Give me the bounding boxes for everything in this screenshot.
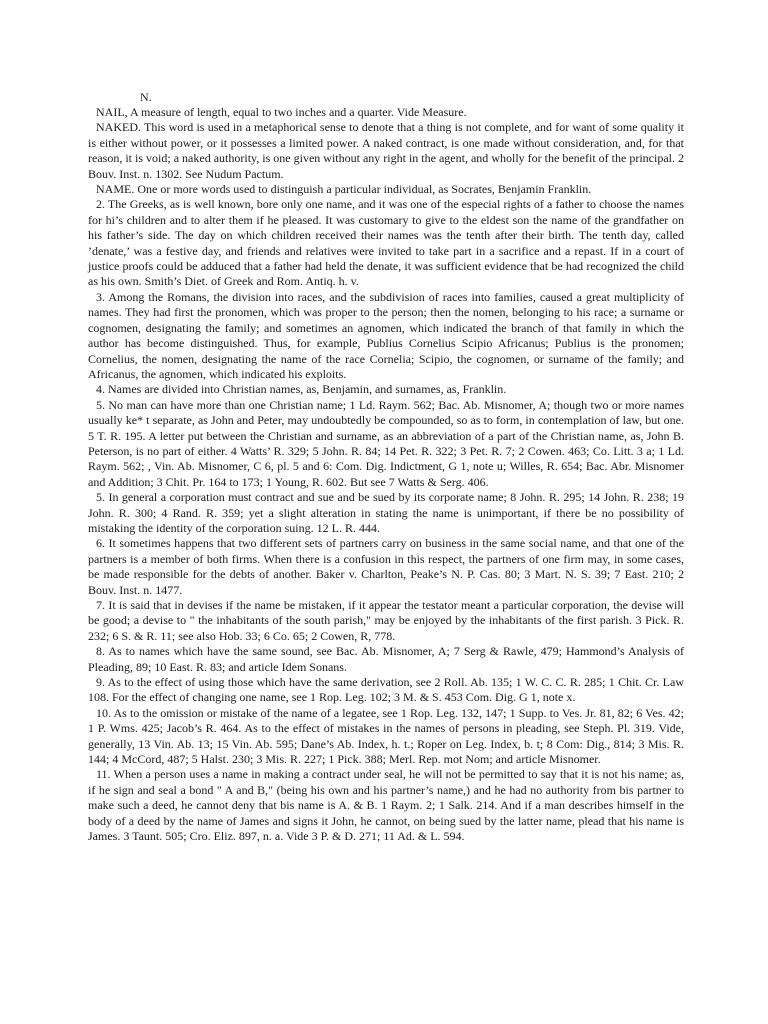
section-letter-heading: N. bbox=[140, 90, 152, 104]
name-paragraph-8: 8. As to names which have the same sound, see Bac. Ab. Misnomer, A; 7 Serg & Rawle, 479; Hammond’s Analysis of Pleading, 89; 10 East. R. 83; and article Idem Sonans. bbox=[88, 644, 684, 674]
name-paragraph-2: 2. The Greeks, as is well known, bore only one name, and it was one of the especial rights of a father to choose the names for hi’s children and to alter them if he pleased. It was customary to give to the eldest son the name of the grandfather on his father’s side. The day on which children received their names was the tenth after their birth. The tenth day, called ’denate,’ was a festive day, and friends and relatives were invited to take part in a sacrifice and a repast. If in a court of justice proofs could be adduced that a father had held the denate, it was sufficient evidence that be had recognized the child as his own. Smith’s Diet. of Greek and Rom. Antiq. h. v. bbox=[88, 197, 684, 289]
name-paragraph-4: 4. Names are divided into Christian names, as, Benjamin, and surnames, as, Franklin. bbox=[96, 382, 507, 397]
entry-naked: NAKED. This word is used in a metaphorical sense to denote that a thing is not complete, and for want of some quality it is either without power, or it possesses a limited power. A naked contract, is one made without consideration, and, for that reason, it is void; a naked authority, is one given without any right in the agent, and wholly for the benefit of the principal. 2 Bouv. Inst. n. 1302. See Nudum Pactum. bbox=[88, 120, 684, 181]
name-paragraph-11: 11. When a person uses a name in making a contract under seal, he will not be permitted to say that it is not his name; as, if he sign and seal a bond " A and B," (being his own and his partner’s name,) and he had no authority from bis partner to make such a deed, he cannot deny that bis name is A. & B. 1 Raym. 2; 1 Salk. 214. And if a man describes himself in the body of a deed by the name of James and signs it John, he cannot, on being sued by the latter name, plead that his name is James. 3 Taunt. 505; Cro. Eliz. 897, n. a. Vide 3 P. & D. 271; 11 Ad. & L. 594. bbox=[88, 767, 684, 844]
name-paragraph-5a: 5. No man can have more than one Christian name; 1 Ld. Raym. 562; Bac. Ab. Misnomer, A; though two or more names usually ke* t separate, as John and Peter, may undoubtedly be compounded, so as to form, in contemplation of law, but one. 5 T. R. 195. A letter put between the Christian and surname, as an abbreviation of a part of the Christian name, as, John B. Peterson, is no part of either. 4 Watts’ R. 329; 5 John. R. 84; 14 Pet. R. 322; 3 Pet. R. 7; 2 Cowen. 463; Co. Litt. 3 a; 1 Ld. Raym. 562; , Vin. Ab. Misnomer, C 6, pl. 5 and 6: Com. Dig. Indictment, G 1, note u; Willes, R. 654; Bac. Abr. Misnomer and Addition; 3 Chit. Pr. 164 to 173; 1 Young, R. 602. But see 7 Watts & Serg. 406. bbox=[88, 397, 684, 489]
entry-nail: NAIL, A measure of length, equal to two inches and a quarter. Vide Measure. bbox=[96, 105, 467, 119]
name-paragraph-5b: 5. In general a corporation must contract and sue and be sued by its corporate name; 8 John. R. 295; 14 John. R. 238; 19 John. R. 300; 4 Rand. R. 359; yet a slight alteration in stating the name is unimportant, if there be no possibility of mistaking the identity of the corporation suing. 12 L. R. 444. bbox=[88, 490, 684, 535]
name-paragraph-10: 10. As to the omission or mistake of the name of a legatee, see 1 Rop. Leg. 132, 147; 1 Supp. to Ves. Jr. 81, 82; 6 Ves. 42; 1 P. Wms. 425; Jacob’s R. 464. As to the effect of mistakes in the names of persons in pleading, see Steph. Pl. 319. Vide, generally, 13 Vin. Ab. 13; 15 Vin. Ab. 595; Dane’s Ab. Index, h. t.; Roper on Leg. Index, b. t; 8 Com: Dig., 814; 3 Mis. R. 144; 4 McCord, 487; 5 Halst. 230; 3 Mis. R. 227; 1 Pick. 388; Merl. Rep. mot Nom; and article Misnomer. bbox=[88, 705, 684, 767]
name-paragraph-6: 6. It sometimes happens that two different sets of partners carry on business in the same social name, and that one of the partners is a member of both firms. When there is a confusion in this respect, the partners of one firm may, in some cases, be made responsible for the debts of another. Baker v. Charlton, Peake’s N. P. Cas. 80; 3 Mart. N. S. 39; 7 East. 210; 2 Bouv. Inst. n. 1477. bbox=[88, 536, 684, 597]
name-paragraph-7: 7. It is said that in devises if the name be mistaken, if it appear the testator meant a particular corporation, the devise will be good; a devise to " the inhabitants of the south parish," may be enjoyed by the inhabitants of the first parish. 3 Pick. R. 232; 6 S. & R. 11; see also Hob. 33; 6 Co. 65; 2 Cowen, R, 778. bbox=[88, 598, 684, 643]
dictionary-page bbox=[88, 90, 684, 845]
name-paragraph-9: 9. As to the effect of using those which have the same derivation, see 2 Roll. Ab. 135; 1 W. C. C. R. 285; 1 Chit. Cr. Law 108. For the effect of changing one name, see 1 Rop. Leg. 102; 3 M. & S. 453 Com. Dig. G 1, note x. bbox=[88, 675, 684, 705]
name-paragraph-3: 3. Among the Romans, the division into races, and the subdivision of races into families, caused a great multiplicity of names. They had first the pronomen, which was proper to the person; then the nomen, belonging to his race; a surname or cognomen, designating the family; and sometimes an agnomen, which indicated the branch of that family in which the author has become distinguished. Thus, for example, Publius Cornelius Scipio Africanus; Publius is the pronomen; Cornelius, the nomen, designating the name of the race Cornelia; Scipio, the cognomen, or surname of the family; and Africanus, the agnomen, which indicated his exploits. bbox=[88, 289, 684, 381]
entry-name: NAME. One or more words used to distinguish a particular individual, as Socrates, Benjamin Franklin. bbox=[96, 182, 592, 197]
